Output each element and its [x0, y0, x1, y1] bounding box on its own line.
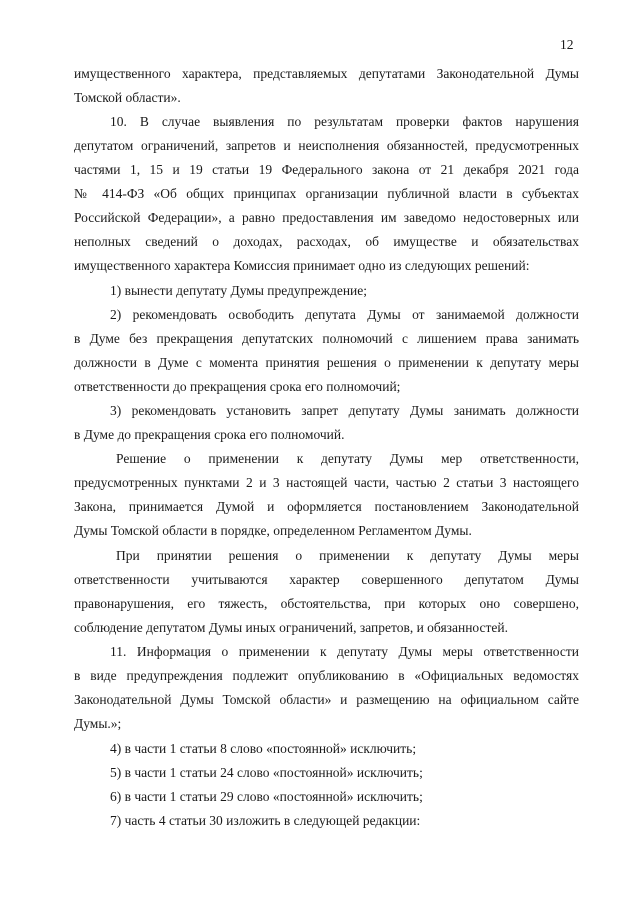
- text-line: Российской Федерации», а равно предоставления им заведомо недостоверных или: [74, 210, 579, 225]
- list-item-line: 4) в части 1 статьи 8 слово «постоянной» исключить;: [110, 741, 417, 756]
- list-item-line: 3) рекомендовать установить запрет депутату Думы занимать должности: [110, 403, 579, 418]
- text-line: в виде предупреждения подлежит опубликованию в «Официальных ведомостях: [74, 668, 579, 683]
- paragraph-start-line: 10. В случае выявления по результатам проверки фактов нарушения: [110, 114, 579, 129]
- text-line: соблюдение депутатом Думы иных ограничений, запретов, и обязанностей.: [74, 620, 509, 635]
- text-line: правонарушения, его тяжесть, обстоятельства, при которых оно совершено,: [74, 596, 579, 611]
- text-line: Закона, принимается Думой и оформляется постановлением Законодательной: [74, 499, 579, 514]
- text-line: депутатом ограничений, запретов и неисполнения обязанностей, предусмотренных: [74, 138, 579, 153]
- text-line: имущественного характера, представляемых депутатами Законодательной Думы: [74, 66, 579, 81]
- paragraph-start-line: При принятии решения о применении к депутату Думы меры: [116, 548, 579, 563]
- paragraph-start-line: Решение о применении к депутату Думы мер ответственности,: [116, 451, 579, 466]
- text-line: в Думе до прекращения срока его полномочий.: [74, 427, 345, 442]
- list-item-line: 6) в части 1 статьи 29 слово «постоянной» исключить;: [110, 789, 423, 804]
- text-line: должности в Думе с момента принятия решения о применении к депутату меры: [74, 355, 579, 370]
- text-line: имущественного характера Комиссия принимает одно из следующих решений:: [74, 258, 530, 273]
- text-line: частями 1, 15 и 19 статьи 19 Федерального закона от 21 декабря 2021 года: [74, 162, 579, 177]
- text-line: ответственности до прекращения срока его полномочий;: [74, 379, 401, 394]
- text-line: в Думе без прекращения депутатских полномочий с лишением права занимать: [74, 331, 579, 346]
- text-line: Думы Томской области в порядке, определенном Регламентом Думы.: [74, 523, 472, 538]
- text-line: Томской области».: [74, 90, 181, 105]
- text-line: № 414-ФЗ «Об общих принципах организации публичной власти в субъектах: [74, 186, 579, 201]
- text-line: Думы.»;: [74, 716, 122, 731]
- list-item-line: 5) в части 1 статьи 24 слово «постоянной» исключить;: [110, 765, 423, 780]
- paragraph-start-line: 11. Информация о применении к депутату Думы меры ответственности: [110, 644, 579, 659]
- page-number: 12: [560, 37, 574, 52]
- text-line: неполных сведений о доходах, расходах, об имуществе и обязательствах: [74, 234, 579, 249]
- list-item-line: 2) рекомендовать освободить депутата Думы от занимаемой должности: [110, 307, 579, 322]
- text-line: ответственности учитываются характер совершенного депутатом Думы: [74, 572, 579, 587]
- text-line: Законодательной Думы Томской области» и размещению на официальном сайте: [74, 692, 579, 707]
- list-item-line: 1) вынести депутату Думы предупреждение;: [110, 283, 368, 298]
- list-item-line: 7) часть 4 статьи 30 изложить в следующей редакции:: [110, 813, 421, 828]
- text-line: предусмотренных пунктами 2 и 3 настоящей части, частью 2 статьи 3 настоящего: [74, 475, 579, 490]
